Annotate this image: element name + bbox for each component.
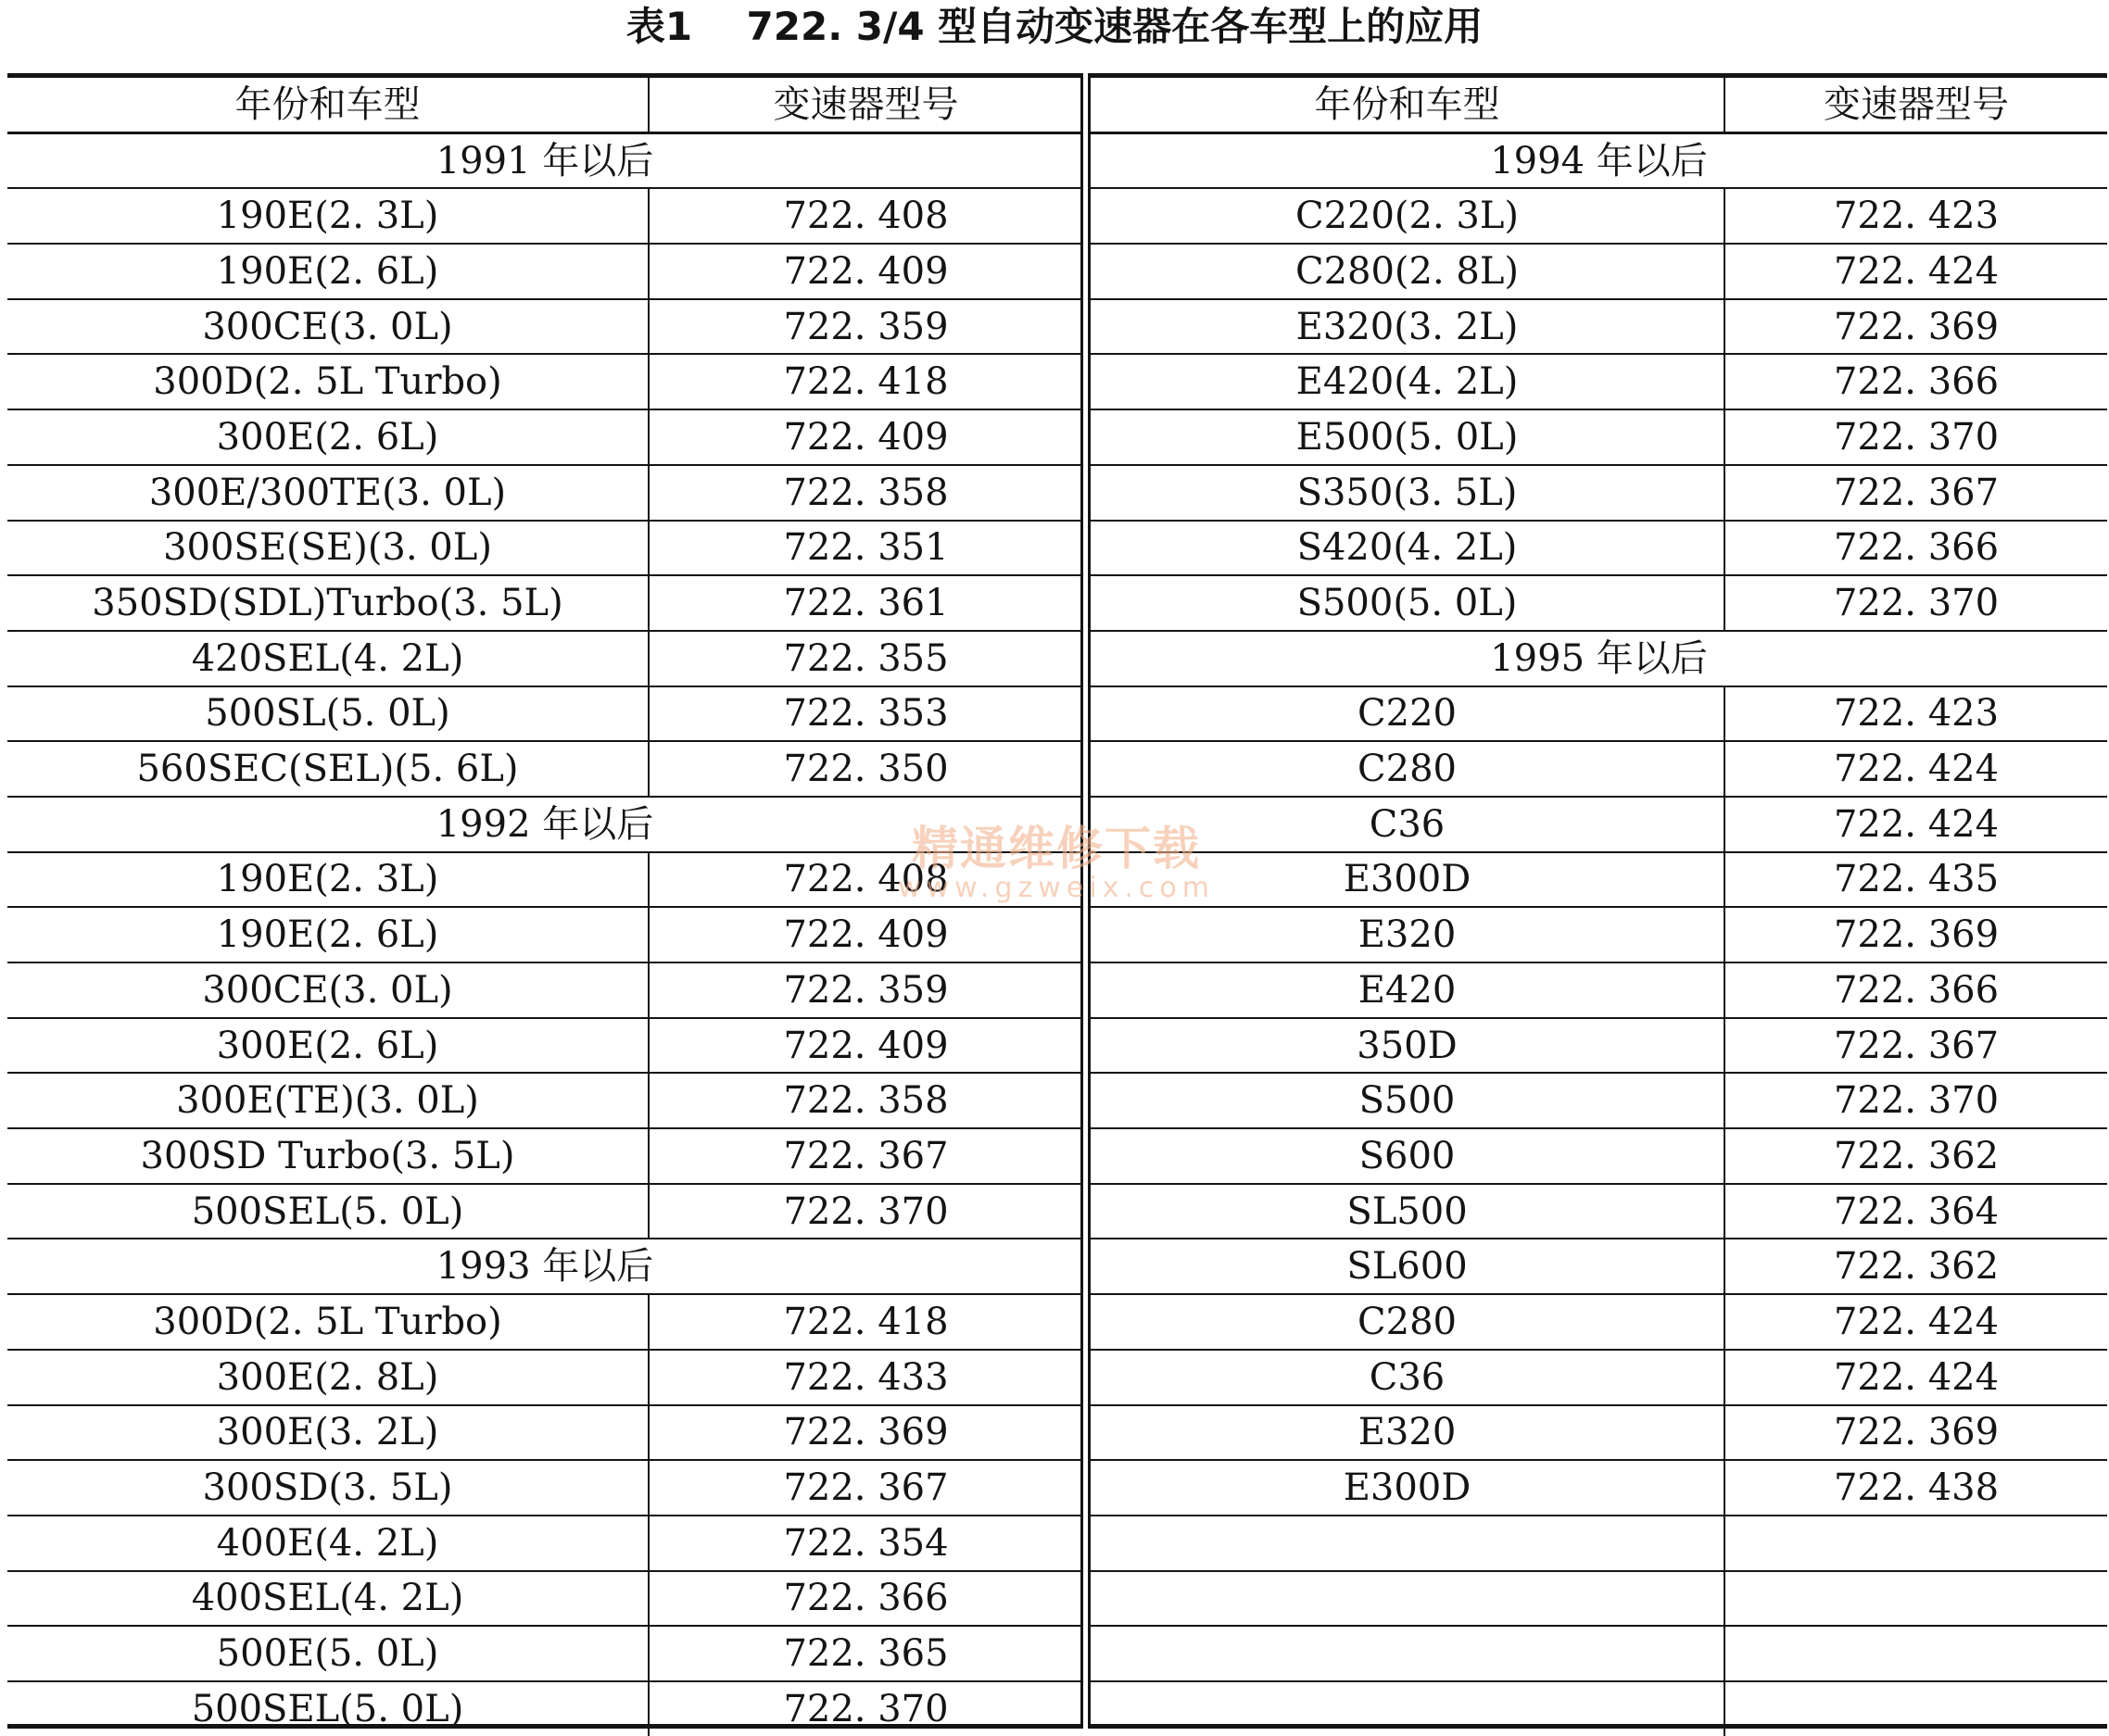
table-row [1091,521,2107,576]
left-table-panel [7,73,1082,1729]
header-transmission: 变速器型号 [1724,78,2107,132]
transmission-cell: 722. 424 [1724,244,2107,299]
model-cell: 500SEL(5. 0L) [7,1681,649,1736]
table-row [1091,852,2107,908]
transmission-cell: 722. 354 [649,1516,1082,1571]
model-cell: E320(3. 2L) [1091,299,1724,355]
model-cell: 300CE(3. 0L) [7,299,649,355]
table-row [7,1350,1082,1405]
transmission-cell [1724,1626,2107,1681]
table-row [7,299,1082,355]
table-row [7,631,1082,686]
table-row [7,1405,1082,1461]
transmission-cell [1724,1571,2107,1627]
model-cell: E300D [1091,852,1724,908]
transmission-cell: 722. 367 [649,1460,1082,1516]
section-row [1091,132,2107,188]
table-row [1091,962,2107,1018]
transmission-cell: 722. 369 [1724,1405,2107,1461]
transmission-cell: 722. 362 [1724,1128,2107,1184]
right-table [1091,78,2107,1736]
transmission-cell: 722. 424 [1724,741,2107,797]
model-cell: C280(2. 8L) [1091,244,1724,299]
model-cell: E320 [1091,1405,1724,1461]
transmission-cell: 722. 367 [649,1128,1082,1184]
table-row [7,686,1082,742]
right-table-panel [1091,73,2107,1729]
transmission-cell: 722. 365 [649,1626,1082,1681]
model-cell: C280 [1091,1294,1724,1350]
table-title: 表1 722. 3/4 型自动变速器在各车型上的应用 [625,4,1484,49]
left-header-row [7,78,1082,132]
table-row [7,1626,1082,1681]
table-row [1091,1184,2107,1239]
transmission-cell: 722. 370 [783,1687,949,1730]
model-cell: 350SD(SDL)Turbo(3. 5L) [7,575,649,631]
section-label: 1991 年以后 [7,132,1082,188]
model-cell: 300E(3. 2L) [7,1405,649,1461]
table-row [1091,1350,2107,1405]
table-row [1091,1128,2107,1184]
table-row [1091,1681,2107,1736]
model-cell: 190E(2. 3L) [7,852,649,908]
table-row [7,354,1082,409]
header-model: 年份和车型 [1091,78,1724,132]
transmission-cell: 722. 435 [1724,852,2107,908]
table-row [7,575,1082,631]
model-cell: 420SEL(4. 2L) [7,631,649,686]
table-row [7,1516,1082,1571]
transmission-cell [1724,1681,2107,1736]
model-cell: E420 [1091,962,1724,1018]
transmission-cell: 722. 366 [1724,521,2107,576]
model-cell: C220 [1091,686,1724,742]
table-row [1091,1294,2107,1350]
table-row [1091,797,2107,852]
right-table-body [1091,132,2107,1735]
table-row [1091,1460,2107,1516]
transmission-cell: 722. 409 [649,907,1082,962]
transmission-cell: 722. 366 [1724,962,2107,1018]
table-row [7,1018,1082,1074]
table-row [7,1294,1082,1350]
transmission-cell: 722. 350 [649,741,1082,797]
table-row [1091,409,2107,465]
transmission-cell: 722. 409 [649,409,1082,465]
transmission-cell [1724,1516,2107,1571]
section-row [7,1239,1082,1294]
table-row [7,907,1082,962]
section-row [7,797,1082,852]
model-cell: C36 [1091,1350,1724,1405]
model-cell: 300SE(SE)(3. 0L) [7,521,649,576]
table-row [1091,1571,2107,1627]
transmission-cell: 722. 424 [1724,1294,2107,1350]
transmission-cell: 722. 364 [1724,1184,2107,1239]
left-table-body [7,132,1082,1735]
transmission-cell: 722. 353 [649,686,1082,742]
section-label: 1992 年以后 [7,797,1082,852]
model-cell: E300D [1091,1460,1724,1516]
table-row [7,1681,1082,1736]
transmission-cell: 722. 409 [649,1018,1082,1074]
table-row [7,852,1082,908]
model-cell: 300E(2. 6L) [7,409,649,465]
table-row [7,188,1082,244]
transmission-cell: 722. 366 [1724,354,2107,409]
model-cell: S600 [1091,1128,1724,1184]
transmission-cell: 722. 433 [649,1350,1082,1405]
model-cell [1091,1571,1724,1627]
model-cell [1091,1626,1724,1681]
table-row [7,741,1082,797]
model-cell: SL600 [1091,1239,1724,1294]
model-cell: C220(2. 3L) [1091,188,1724,244]
model-cell: 190E(2. 6L) [7,244,649,299]
transmission-cell: 722. 409 [649,244,1082,299]
model-cell: E420(4. 2L) [1091,354,1724,409]
table-row [1091,575,2107,631]
table-row [1091,465,2107,521]
transmission-cell: 722. 358 [649,465,1082,521]
table-row [1091,1626,2107,1681]
transmission-cell: 722. 370 [1724,1073,2107,1128]
model-cell: 300CE(3. 0L) [7,962,649,1018]
transmission-cell: 722. 362 [1724,1239,2107,1294]
transmission-cell: 722. 351 [649,521,1082,576]
transmission-cell: 722. 408 [649,188,1082,244]
table-row [7,409,1082,465]
model-cell: S350(3. 5L) [1091,465,1724,521]
model-cell: 190E(2. 6L) [7,907,649,962]
transmission-cell: 722. 359 [649,962,1082,1018]
model-cell: 300SD Turbo(3. 5L) [7,1128,649,1184]
model-cell: C36 [1091,797,1724,852]
transmission-cell: 722. 369 [1724,299,2107,355]
model-cell: C280 [1091,741,1724,797]
table-row [1091,686,2107,742]
table-row [7,1184,1082,1239]
section-label: 1994 年以后 [1091,132,2107,188]
model-cell: 350D [1091,1018,1724,1074]
table-row [1091,741,2107,797]
table-row [7,1128,1082,1184]
right-header-row [1091,78,2107,132]
transmission-cell: 722. 369 [1724,907,2107,962]
section-row [7,132,1082,188]
model-cell: 500SEL(5. 0L) [7,1184,649,1239]
transmission-cell: 722. 424 [1724,797,2107,852]
watermark-text: 精通维修下载 [912,822,1201,875]
transmission-cell: 722. 367 [1724,1018,2107,1074]
model-cell: 300SD(3. 5L) [7,1460,649,1516]
transmission-cell: 722. 418 [649,354,1082,409]
left-table [7,78,1082,1736]
transmission-cell: 722. 369 [649,1405,1082,1461]
model-cell: E320 [1091,907,1724,962]
table-row [7,1073,1082,1128]
transmission-cell: 722. 359 [649,299,1082,355]
model-cell: 400SEL(4. 2L) [7,1571,649,1627]
column-divider [1080,73,1083,1729]
transmission-cell: 722. 423 [1724,686,2107,742]
table-row [7,1571,1082,1627]
model-cell: S500(5. 0L) [1091,575,1724,631]
model-cell: 500E(5. 0L) [7,1626,649,1681]
table-row [7,244,1082,299]
transmission-cell: 722. 424 [1724,1350,2107,1405]
transmission-cell: 722. 370 [1724,575,2107,631]
transmission-cell: 722. 438 [1724,1460,2107,1516]
table-row [1091,188,2107,244]
table-row [7,962,1082,1018]
model-cell: E500(5. 0L) [1091,409,1724,465]
transmission-cell: 722. 358 [649,1073,1082,1128]
model-cell: 300D(2. 5L Turbo) [7,1294,649,1350]
table-row [7,465,1082,521]
model-cell: 300D(2. 5L Turbo) [7,354,649,409]
model-cell: 300E/300TE(3. 0L) [7,465,649,521]
transmission-cell: 722. 370 [1724,409,2107,465]
model-cell: S500 [1091,1073,1724,1128]
model-cell: 500SL(5. 0L) [7,686,649,742]
header-transmission: 变速器型号 [649,78,1082,132]
section-label: 1995 年以后 [1091,631,2107,686]
transmission-cell: 722. 367 [1724,465,2107,521]
table-row [1091,1018,2107,1074]
section-label: 1993 年以后 [7,1239,1082,1294]
transmission-cell: 722. 408 [649,852,1082,908]
model-cell: 300E(2. 6L) [7,1018,649,1074]
transmission-cell: 722. 366 [649,1571,1082,1627]
watermark-url: www.gzweix.com [898,872,1215,904]
transmission-cell: 722. 355 [649,631,1082,686]
model-cell: 560SEC(SEL)(5. 6L) [7,741,649,797]
table-row [1091,1073,2107,1128]
section-row [1091,631,2107,686]
table-row [1091,907,2107,962]
table-row [7,521,1082,576]
model-cell: 300E(2. 8L) [7,1350,649,1405]
table-row [1091,1405,2107,1461]
table-row [1091,1516,2107,1571]
transmission-cell: 722. 423 [1724,188,2107,244]
table-row [1091,244,2107,299]
table-row [7,1460,1082,1516]
model-cell: 190E(2. 3L) [7,188,649,244]
table-row [1091,1239,2107,1294]
transmission-cell: 722. 418 [649,1294,1082,1350]
table-row [1091,299,2107,355]
model-cell [1091,1516,1724,1571]
model-cell [1091,1681,1724,1736]
model-cell: SL500 [1091,1184,1724,1239]
header-model: 年份和车型 [7,78,649,132]
model-cell: 400E(4. 2L) [7,1516,649,1571]
model-cell: 300E(TE)(3. 0L) [7,1073,649,1128]
model-cell: S420(4. 2L) [1091,521,1724,576]
transmission-cell: 722. 361 [649,575,1082,631]
table-row [1091,354,2107,409]
transmission-cell: 722. 370 [649,1184,1082,1239]
